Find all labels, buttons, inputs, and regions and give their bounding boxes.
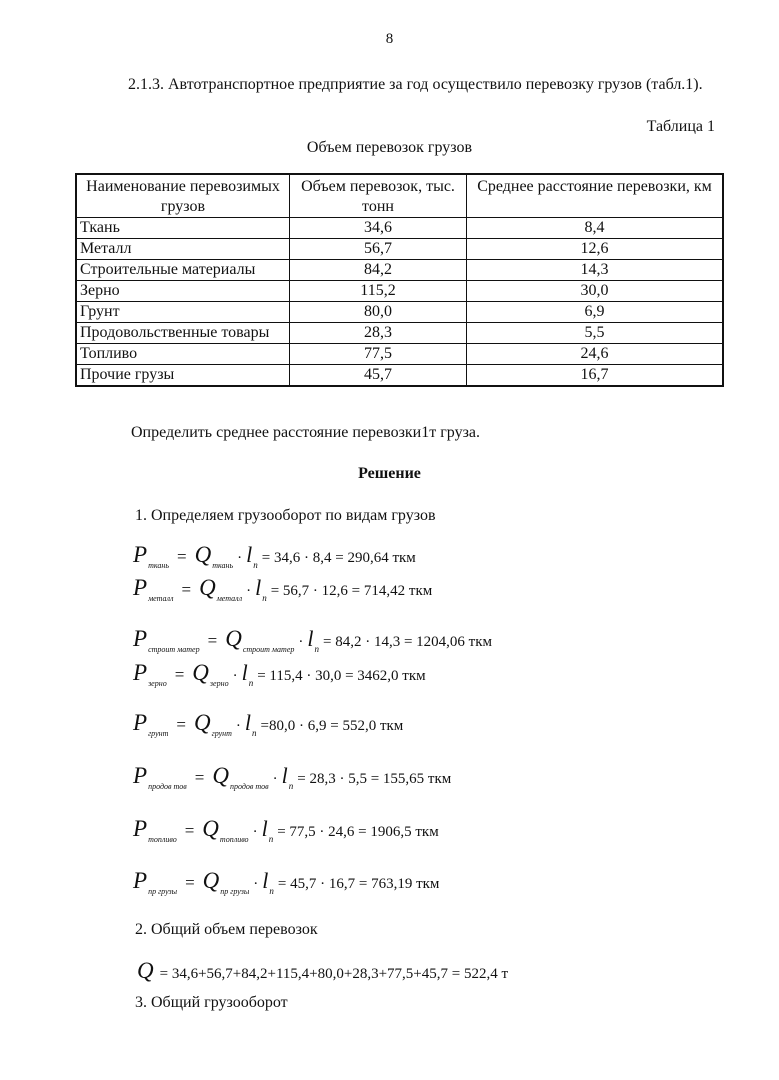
cell-name: Продовольственные товары	[76, 323, 290, 344]
cell-distance: 16,7	[467, 365, 724, 387]
cell-name: Прочие грузы	[76, 365, 290, 387]
cell-volume: 56,7	[290, 239, 467, 260]
total-volume-expression: = 34,6+56,7+84,2+115,4+80,0+28,3+77,5+45,7 = 522,4 т	[159, 966, 509, 982]
p-symbol: $P_{ткань}$	[133, 542, 169, 570]
cell-volume: 28,3	[290, 323, 467, 344]
cargo-table	[75, 173, 724, 387]
q-symbol: $Q_{металл}$	[199, 575, 243, 603]
formula-expression: = 34,6 · 8,4 = 290,64 ткм	[261, 550, 416, 566]
cell-name: Строительные материалы	[76, 260, 290, 281]
formula-building-materials: $P_{строит матер}$ = $Q_{строит матер}$ · $l_п$ = 84,2 · 14,3 = 1204,06 ткм	[133, 626, 492, 654]
l-symbol: $l_п$	[246, 542, 258, 570]
table-row	[76, 365, 723, 387]
cell-volume: 45,7	[290, 365, 467, 387]
table-row	[76, 260, 723, 281]
q-symbol: $Q_{топливо}$	[202, 816, 249, 844]
formula-expression: = 77,5 · 24,6 = 1906,5 ткм	[277, 824, 439, 840]
header-volume: Объем перевозок, тыс. тонн	[290, 174, 467, 218]
intro-paragraph: 2.1.3. Автотранспортное предприятие за год осуществило перевозку грузов (табл.1).	[128, 76, 703, 93]
cell-name: Металл	[76, 239, 290, 260]
header-distance: Среднее расстояние перевозки, км	[467, 174, 724, 218]
cell-name: Зерно	[76, 281, 290, 302]
formula-expression: = 84,2 · 14,3 = 1204,06 ткм	[323, 634, 492, 650]
l-symbol: $l_п$	[262, 868, 274, 896]
q-symbol: $Q_{грунт}$	[193, 710, 232, 738]
cell-distance: 12,6	[467, 239, 724, 260]
table-row	[76, 281, 723, 302]
table-header-row	[76, 174, 723, 218]
l-symbol: $l_п$	[281, 763, 294, 791]
cell-volume: 80,0	[290, 302, 467, 323]
formula-expression: =80,0 · 6,9 = 552,0 ткм	[260, 718, 404, 734]
q-symbol: $Q_{пр грузы}$	[202, 868, 250, 896]
q-symbol: $Q_{ткань}$	[194, 542, 234, 570]
table-row	[76, 239, 723, 260]
p-symbol: $P_{топливо}$	[133, 816, 177, 844]
table-label: Таблица 1	[646, 118, 715, 135]
formula-fuel: $P_{топливо}$ = $Q_{топливо}$ · $l_п$ = 77,5 · 24,6 = 1906,5 ткм	[133, 816, 439, 844]
step-3-title: 3. Общий грузооборот	[135, 994, 288, 1011]
cell-name: Топливо	[76, 344, 290, 365]
formula-expression: = 28,3 · 5,5 = 155,65 ткм	[297, 771, 452, 787]
cell-distance: 14,3	[467, 260, 724, 281]
table-row	[76, 302, 723, 323]
table-row	[76, 323, 723, 344]
p-symbol: $P_{пр грузы}$	[133, 868, 178, 896]
table-row	[76, 218, 723, 239]
page-number: 8	[385, 31, 394, 47]
formula-expression: = 45,7 · 16,7 = 763,19 ткм	[277, 876, 440, 892]
cell-distance: 24,6	[467, 344, 724, 365]
task-statement: Определить среднее расстояние перевозки1т груза.	[131, 424, 480, 441]
l-symbol: $l_п$	[307, 626, 319, 654]
table-row	[76, 344, 723, 365]
header-cargo-name: Наименование перевозимых грузов	[76, 174, 290, 218]
l-symbol: $l_п$	[255, 575, 267, 603]
formula-expression: = 56,7 · 12,6 = 714,42 ткм	[270, 583, 433, 599]
p-symbol: $P_{строит матер}$	[133, 626, 200, 654]
formula-soil: $P_{грунт}$ = $Q_{грунт}$ · $l_п$ =80,0 · 6,9 = 552,0 ткм	[133, 710, 404, 738]
formula-food: $P_{продов тов}$ = $Q_{продов тов}$ · $l_п$ = 28,3 · 5,5 = 155,65 ткм	[133, 763, 452, 791]
cell-distance: 5,5	[467, 323, 724, 344]
formula-other-cargo: $P_{пр грузы}$ = $Q_{пр грузы}$ · $l_п$ = 45,7 · 16,7 = 763,19 ткм	[133, 868, 440, 896]
l-symbol: $l_п$	[244, 710, 257, 738]
formula-expression: = 115,4 · 30,0 = 3462,0 ткм	[257, 668, 426, 684]
cell-volume: 115,2	[290, 281, 467, 302]
step-2-title: 2. Общий объем перевозок	[135, 921, 318, 938]
l-symbol: $l_п$	[241, 660, 254, 688]
step-1-title: 1. Определяем грузооборот по видам грузов	[135, 507, 436, 524]
solution-heading: Решение	[358, 465, 421, 482]
cell-volume: 84,2	[290, 260, 467, 281]
l-symbol: $l_п$	[261, 816, 274, 844]
p-symbol: $P_{грунт}$	[133, 710, 169, 738]
cell-distance: 8,4	[467, 218, 724, 239]
cell-name: Грунт	[76, 302, 290, 323]
q-symbol: $Q_{строит матер}$	[225, 626, 295, 654]
p-symbol: $P_{зерно}$	[133, 660, 167, 688]
q-symbol: Q	[137, 958, 154, 983]
total-volume-formula	[137, 958, 508, 984]
p-symbol: $P_{металл}$	[133, 575, 174, 603]
cell-volume: 77,5	[290, 344, 467, 365]
q-symbol: $Q_{продов тов}$	[212, 763, 269, 791]
cell-distance: 30,0	[467, 281, 724, 302]
table-title: Объем перевозок грузов	[306, 139, 473, 156]
formula-grain: $P_{зерно}$ = $Q_{зерно}$ · $l_п$ = 115,4 · 30,0 = 3462,0 ткм	[133, 660, 426, 688]
p-symbol: $P_{продов тов}$	[133, 763, 187, 791]
q-symbol: $Q_{зерно}$	[192, 660, 229, 688]
formula-metal: $P_{металл}$ = $Q_{металл}$ · $l_п$ = 56,7 · 12,6 = 714,42 ткм	[133, 575, 433, 603]
cell-distance: 6,9	[467, 302, 724, 323]
formula-fabric: $P_{ткань}$ = $Q_{ткань}$ · $l_п$ = 34,6 · 8,4 = 290,64 ткм	[133, 542, 416, 570]
cell-volume: 34,6	[290, 218, 467, 239]
cell-name: Ткань	[76, 218, 290, 239]
